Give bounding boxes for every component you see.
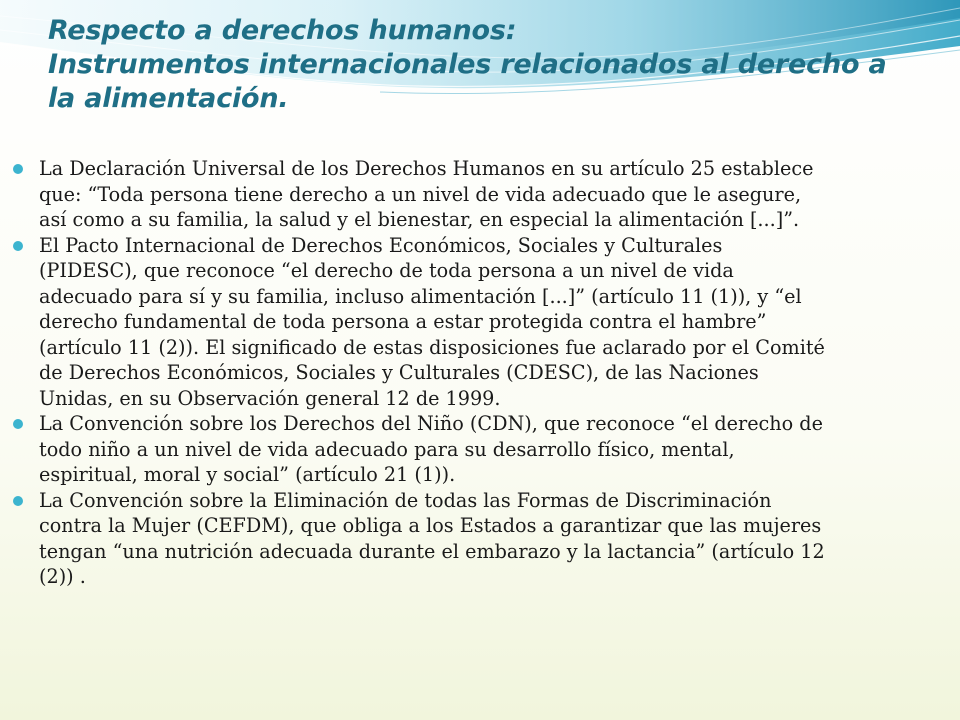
bullet-text-line: (PIDESC), que reconoce “el derecho de toda persona a un nivel de vida (39, 259, 734, 282)
bullet-dot-icon (13, 164, 23, 174)
title-line-2: Instrumentos internacionales relacionados al derecho a (48, 49, 887, 80)
bullet-text-line: La Convención sobre los Derechos del Niño (CDN), que reconoce “el derecho de (39, 412, 823, 435)
bullet-item-cefdm (12, 488, 952, 590)
bullet-item-pidesc (12, 233, 952, 412)
bullet-dot-icon (13, 496, 23, 506)
bullet-text-line: La Declaración Universal de los Derechos Humanos en su artículo 25 establece (39, 157, 814, 180)
bullet-text-line: El Pacto Internacional de Derechos Económicos, Sociales y Culturales (39, 233, 723, 257)
bullet-text-line: todo niño a un nivel de vida adecuado para su desarrollo físico, mental, (39, 437, 735, 461)
bullet-text-line: La Convención sobre la Eliminación de todas las Formas de Discriminación (39, 488, 772, 512)
bullet-dot-icon (13, 419, 23, 429)
bullet-text-line: (artículo 11 (2)). El significado de estas disposiciones fue aclarado por el Comité (39, 335, 825, 359)
bullet-text-line: así como a su familia, la salud y el bienestar, en especial la alimentación [...]”. (39, 208, 800, 231)
bullet-item-declaracion-universal (12, 156, 952, 233)
bullet-text-line: (2)) . (39, 565, 86, 588)
bullet-text-line: tengan “una nutrición adecuada durante el embarazo y la lactancia” (artículo 12 (39, 539, 825, 563)
bullet-text-line: espiritual, moral y social” (artículo 21 (1)). (39, 463, 456, 486)
page-title (48, 14, 928, 116)
bullet-text-line: contra la Mujer (CEFDM), que obliga a los Estados a garantizar que las mujeres (39, 514, 822, 537)
bullet-text-line: que: “Toda persona tiene derecho a un nivel de vida adecuado que le asegure, (39, 182, 802, 206)
title-line-1: Respecto a derechos humanos: (48, 15, 517, 46)
bullet-dot-icon (13, 241, 23, 251)
bullet-list (12, 156, 952, 590)
bullet-item-cdn (12, 411, 952, 488)
bullet-text-line: Unidas, en su Observación general 12 de 1999. (39, 386, 501, 410)
title-line-3: la alimentación. (48, 83, 289, 114)
bullet-text-line: de Derechos Económicos, Sociales y Culturales (CDESC), de las Naciones (39, 361, 759, 384)
bullet-text-line: adecuado para sí y su familia, incluso alimentación [...]” (artículo 11 (1)), y “el (39, 284, 802, 308)
bullet-text-line: derecho fundamental de toda persona a estar protegida contra el hambre” (39, 310, 767, 333)
